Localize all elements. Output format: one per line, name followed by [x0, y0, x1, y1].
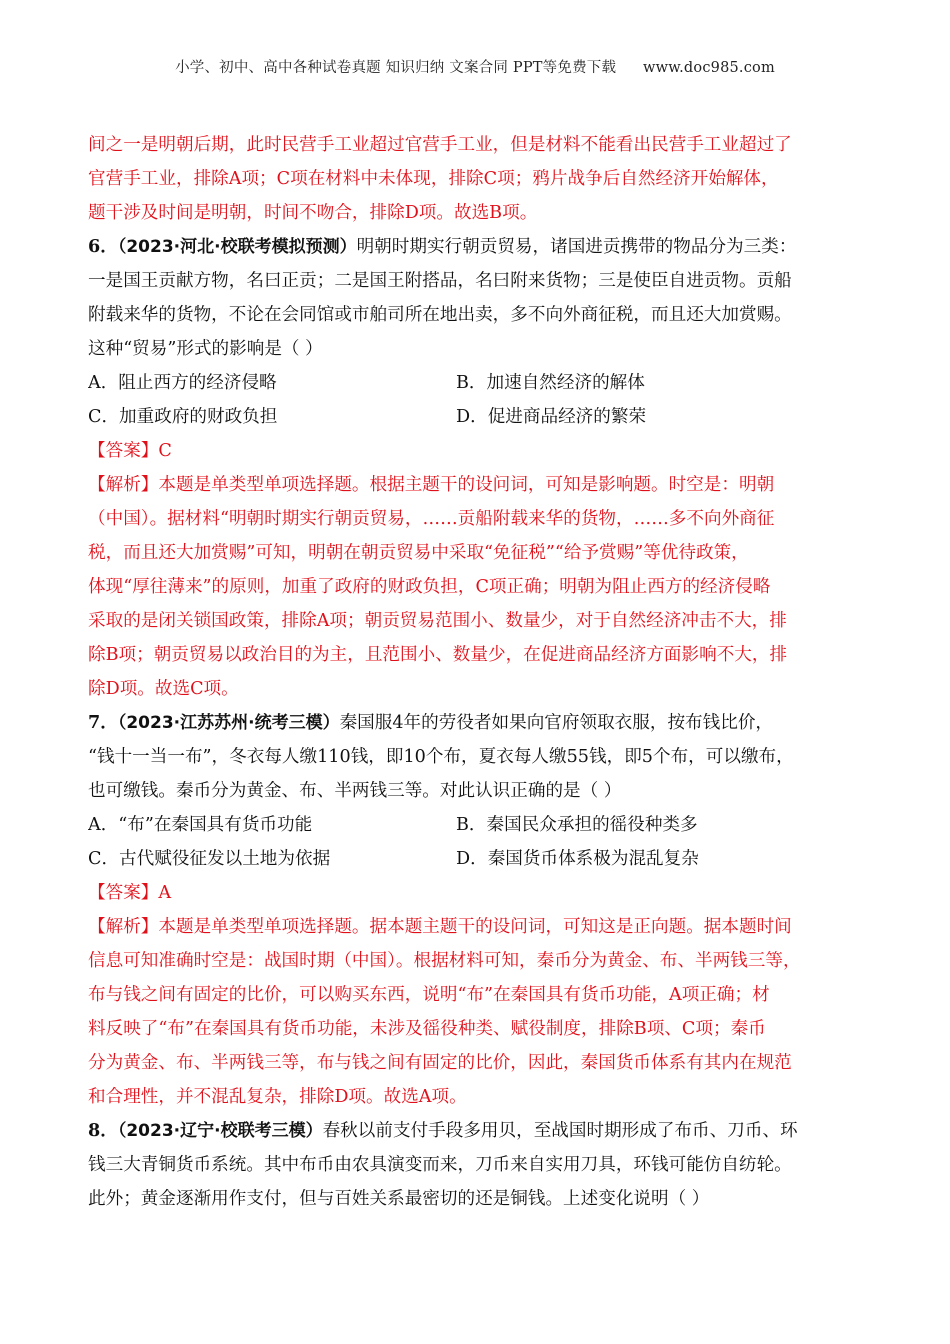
question-6-analysis-line: 除B项；朝贡贸易以政治目的为主，且范围小、数量少，在促进商品经济方面影响不大，排 — [88, 645, 788, 665]
question-6-option-c: C．加重政府的财政负担 — [88, 407, 278, 427]
question-6-source: （2023·河北·校联考模拟预测） — [117, 237, 357, 257]
question-6-analysis-text: 本题是单类型单项选择题。根据主题干的设问词，可知是影响题。时空是：明朝 — [158, 475, 775, 495]
question-6-stem-line: 一是国王贡献方物，名曰正贡；二是国王附搭品，名曰附来货物；三是使臣自进贡物。贡船 — [88, 271, 792, 291]
question-8-stem-text: 春秋以前支付手段多用贝，至战国时期形成了布币、刀币、环 — [322, 1121, 798, 1141]
question-6-analysis-line: 税，而且还大加赏赐”可知，明朝在朝贡贸易中采取“免征税”“给予赏赐”等优待政策， — [88, 543, 749, 563]
prev-explanation-line: 官营手工业，排除A项；C项在材料中未体现，排除C项；鸦片战争后自然经济开始解体， — [88, 169, 779, 189]
question-7-options-row — [88, 842, 878, 876]
question-6-option-b: B．加速自然经济的解体 — [456, 373, 645, 393]
question-6-answer: 【答案】C — [88, 441, 172, 461]
question-8-source: （2023·辽宁·校联考三模） — [117, 1121, 323, 1141]
question-7-analysis-line — [88, 910, 878, 944]
header-text: 小学、初中、高中各种试卷真题 知识归纳 文案合同 PPT等免费下载 — [175, 60, 617, 76]
question-6-options-row — [88, 366, 878, 400]
question-6-analysis-line: 除D项。故选C项。 — [88, 679, 239, 699]
question-8-number: 8． — [88, 1120, 118, 1141]
page-header — [0, 56, 950, 77]
question-7-options-row — [88, 808, 878, 842]
question-6-number: 6． — [88, 236, 118, 257]
question-6-analysis-line — [88, 468, 878, 502]
question-6-analysis-line: 体现“厚往薄来”的原则，加重了政府的财政负担，C项正确；明朝为阻止西方的经济侵略 — [88, 577, 771, 597]
question-7-answer: 【答案】A — [88, 883, 172, 903]
question-6-stem-line: 这种“贸易”形式的影响是（ ） — [88, 339, 323, 359]
question-6-analysis-line: （中国）。据材料“明朝时期实行朝贡贸易，……贡船附载来华的货物，……多不向外商征 — [88, 509, 775, 529]
question-7-analysis-label: 【解析】 — [88, 917, 159, 937]
question-7-option-d: D．秦国货币体系极为混乱复杂 — [456, 849, 699, 869]
question-6-analysis-line: 采取的是闭关锁国政策，排除A项；朝贡贸易范围小、数量少，对于自然经济冲击不大，排 — [88, 611, 787, 631]
prev-explanation-line: 题干涉及时间是明朝，时间不吻合，排除D项。故选B项。 — [88, 203, 538, 223]
question-7-stem-line: “钱十一当一布”，冬衣每人缴110钱，即10个布，夏衣每人缴55钱，即5个布，可以缴布， — [88, 747, 794, 767]
question-7-source: （2023·江苏苏州·统考三模） — [117, 713, 340, 733]
question-7-analysis-line: 分为黄金、布、半两钱三等，布与钱之间有固定的比价，因此，秦国货币体系有其内在规范 — [88, 1053, 792, 1073]
question-8-stem-line — [88, 1114, 878, 1148]
question-6-stem-line — [88, 230, 878, 264]
question-7-analysis-line: 信息可知准确时空是：战国时期（中国）。根据材料可知，秦币分为黄金、布、半两钱三等， — [88, 951, 801, 971]
question-7-option-c: C．古代赋役征发以土地为依据 — [88, 849, 331, 869]
question-7-stem-line: 也可缴钱。秦币分为黄金、布、半两钱三等。对此认识正确的是（ ） — [88, 781, 622, 801]
question-6-option-d: D．促进商品经济的繁荣 — [456, 407, 647, 427]
document-body — [88, 128, 878, 1216]
question-6-stem-text: 明朝时期实行朝贡贸易，诸国进贡携带的物品分为三类： — [356, 237, 797, 257]
question-7-option-b: B．秦国民众承担的徭役种类多 — [456, 815, 698, 835]
question-8-stem-line: 钱三大青铜货币系统。其中布币由农具演变而来，刀币来自实用刀具，环钱可能仿自纺轮。 — [88, 1155, 792, 1175]
question-7-analysis-text: 本题是单类型单项选择题。据本题主题干的设问词，可知这是正向题。据本题时间 — [158, 917, 792, 937]
question-6-option-a: A．阻止西方的经济侵略 — [88, 373, 277, 393]
question-7-number: 7． — [88, 712, 118, 733]
prev-explanation-line: 间之一是明朝后期，此时民营手工业超过官营手工业，但是材料不能看出民营手工业超过了 — [88, 135, 792, 155]
question-7-option-a: A．“布”在秦国具有货币功能 — [88, 815, 313, 835]
question-7-analysis-line: 料反映了“布”在秦国具有货币功能，未涉及徭役种类、赋役制度，排除B项、C项；秦币 — [88, 1019, 766, 1039]
header-site: www.doc985.com — [642, 60, 775, 76]
question-7-analysis-line: 布与钱之间有固定的比价，可以购买东西，说明“布”在秦国具有货币功能，A项正确；材 — [88, 985, 770, 1005]
question-8-stem-line: 此外；黄金逐渐用作支付，但与百姓关系最密切的还是铜钱。上述变化说明（ ） — [88, 1189, 710, 1209]
question-6-analysis-label: 【解析】 — [88, 475, 159, 495]
question-6-stem-line: 附载来华的货物，不论在会同馆或市舶司所在地出卖，多不向外商征税，而且还大加赏赐。 — [88, 305, 792, 325]
question-7-stem-text: 秦国服4年的劳役者如果向官府领取衣服，按布钱比价， — [339, 713, 774, 733]
question-6-options-row — [88, 400, 878, 434]
question-7-analysis-line: 和合理性，并不混乱复杂，排除D项。故选A项。 — [88, 1087, 467, 1107]
question-7-stem-line — [88, 706, 878, 740]
